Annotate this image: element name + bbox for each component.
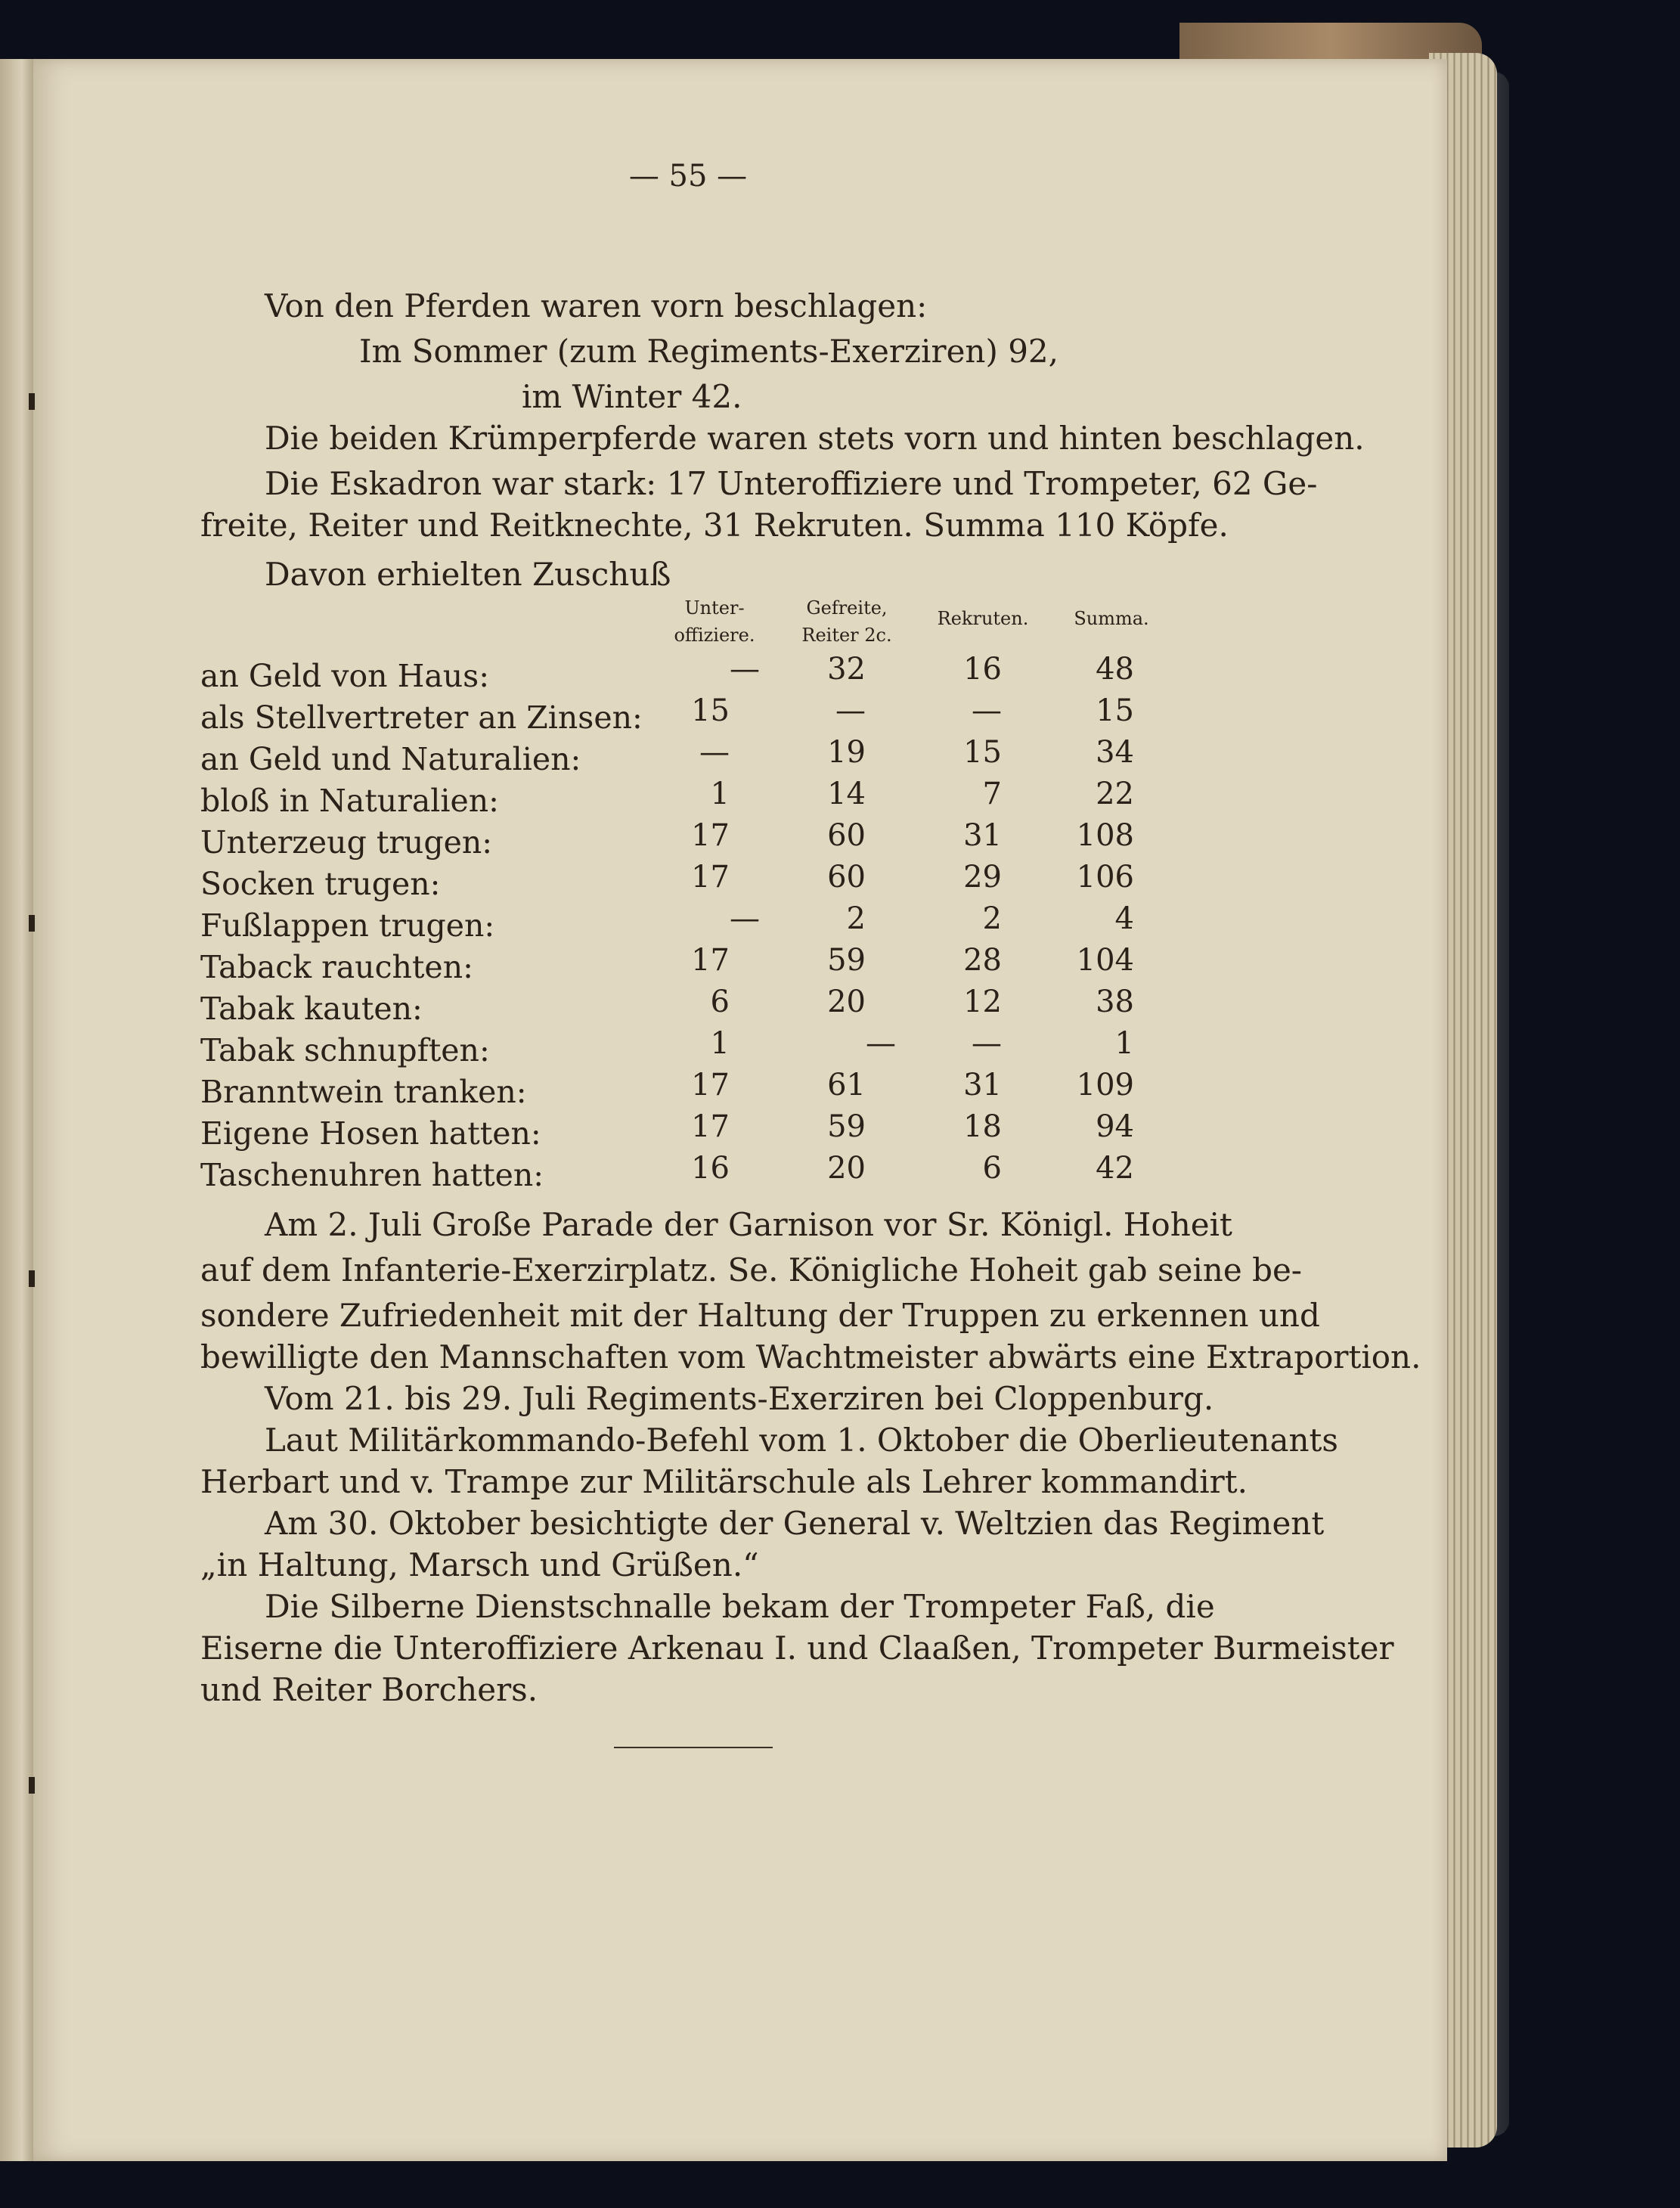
cell: — [835, 693, 866, 728]
text-line: Von den Pferden waren vorn beschlagen: [265, 287, 928, 324]
text-line: Am 2. Juli Große Parade der Garnison vor Sr. Königl. Hoheit [265, 1206, 1232, 1243]
cell: 16 [963, 652, 1002, 687]
cell: 61 [827, 1068, 866, 1102]
cell: — [699, 735, 730, 770]
cell: 48 [1096, 652, 1134, 687]
text-line: auf dem Infanterie-Exerzirplatz. Se. Königliche Hoheit gab seine be- [200, 1251, 1302, 1289]
cell: 6 [710, 985, 730, 1019]
column-header: Gefreite, Reiter 2c. [801, 597, 892, 646]
cell: 60 [827, 818, 866, 853]
cell: — [972, 693, 1002, 728]
binding-mark [29, 1270, 35, 1287]
row-label: Tabak kauten: [200, 991, 423, 1027]
cell: 2 [982, 901, 1002, 936]
cell: 2 [846, 901, 866, 936]
cell: 16 [691, 1151, 730, 1186]
row-label: als Stellvertreter an Zinsen: [200, 699, 643, 736]
cell: 12 [963, 985, 1002, 1019]
row-label: an Geld von Haus: [200, 658, 490, 694]
cell: 17 [691, 1068, 730, 1102]
cell: 94 [1096, 1109, 1134, 1144]
cell: 38 [1096, 985, 1134, 1019]
row-label: Eigene Hosen hatten: [200, 1115, 541, 1152]
cell: — [866, 1026, 896, 1061]
row-label: Branntwein tranken: [200, 1074, 527, 1110]
text-line: Die Silberne Dienstschnalle bekam der Trompeter Faß, die [265, 1588, 1215, 1625]
page-number: — 55 — [628, 159, 748, 194]
cell: 104 [1076, 943, 1134, 978]
cell: 17 [691, 943, 730, 978]
row-label: Socken trugen: [200, 866, 441, 902]
text-line: Im Sommer (zum Regiments-Exerziren) 92, [359, 333, 1059, 370]
cell: 42 [1096, 1151, 1134, 1186]
text-line: sondere Zufriedenheit mit der Haltung der Truppen zu erkennen und [200, 1297, 1320, 1334]
cell: 7 [982, 777, 1002, 811]
text-line: und Reiter Borchers. [200, 1671, 538, 1708]
cell: 1 [710, 777, 730, 811]
row-label: Fußlappen trugen: [200, 907, 495, 944]
cell: 22 [1096, 777, 1134, 811]
cell: — [972, 1026, 1002, 1061]
text-line: „in Haltung, Marsch und Grüßen.“ [200, 1546, 759, 1583]
text-line: Die Eskadron war stark: 17 Unteroffiziere und Trompeter, 62 Ge- [265, 465, 1318, 502]
text-line: Vom 21. bis 29. Juli Regiments-Exerziren bei Cloppenburg. [265, 1380, 1214, 1417]
cell: — [730, 652, 760, 687]
cell: 19 [827, 735, 866, 770]
text-line: im Winter 42. [522, 378, 742, 415]
section-divider [614, 1747, 773, 1748]
cell: 29 [963, 860, 1002, 895]
text-line: Herbart und v. Trampe zur Militärschule als Lehrer kommandirt. [200, 1463, 1248, 1500]
cell: 6 [982, 1151, 1002, 1186]
row-label: Tabak schnupften: [200, 1032, 490, 1068]
binding-mark [29, 1777, 35, 1794]
cell: 60 [827, 860, 866, 895]
book-page [33, 59, 1447, 2161]
column-header: Unter- offiziere. [674, 597, 755, 646]
cell: 15 [691, 693, 730, 728]
text-line: freite, Reiter und Reitknechte, 31 Rekruten. Summa 110 Köpfe. [200, 507, 1229, 544]
cell: 59 [827, 943, 866, 978]
cell: 4 [1114, 901, 1134, 936]
cell: 15 [1096, 693, 1134, 728]
row-label: an Geld und Naturalien: [200, 741, 581, 777]
text-line: Die beiden Krümperpferde waren stets vorn und hinten beschlagen. [265, 420, 1365, 457]
text-line: Eiserne die Unteroffiziere Arkenau I. und Claaßen, Trompeter Burmeister [200, 1630, 1394, 1667]
cell: 20 [827, 1151, 866, 1186]
binding-mark [29, 393, 35, 410]
binding-mark [29, 915, 35, 932]
cell: 108 [1076, 818, 1134, 853]
cell: 15 [963, 735, 1002, 770]
cell: 17 [691, 818, 730, 853]
row-label: bloß in Naturalien: [200, 783, 499, 819]
cell: 34 [1096, 735, 1134, 770]
cell: 18 [963, 1109, 1002, 1144]
cell: — [730, 901, 760, 936]
cell: 32 [827, 652, 866, 687]
cell: 14 [827, 777, 866, 811]
text-line: Davon erhielten Zuschuß [265, 556, 671, 593]
row-label: Taschenuhren hatten: [200, 1157, 544, 1193]
cell: 17 [691, 860, 730, 895]
text-line: Laut Militärkommando-Befehl vom 1. Oktober die Oberlieutenants [265, 1422, 1338, 1459]
text-line: bewilligte den Mannschaften vom Wachtmeister abwärts eine Extraportion. [200, 1338, 1421, 1375]
cell: 1 [1114, 1026, 1134, 1061]
cell: 20 [827, 985, 866, 1019]
row-label: Taback rauchten: [200, 949, 473, 985]
cell: 28 [963, 943, 1002, 978]
cell: 109 [1076, 1068, 1134, 1102]
column-header: Rekruten. [937, 608, 1029, 629]
column-header: Summa. [1074, 608, 1149, 629]
row-label: Unterzeug trugen: [200, 824, 493, 861]
text-line: Am 30. Oktober besichtigte der General v. Weltzien das Regiment [265, 1505, 1325, 1542]
cell: 17 [691, 1109, 730, 1144]
cell: 1 [710, 1026, 730, 1061]
cell: 31 [963, 818, 1002, 853]
cell: 106 [1076, 860, 1134, 895]
cell: 59 [827, 1109, 866, 1144]
cell: 31 [963, 1068, 1002, 1102]
